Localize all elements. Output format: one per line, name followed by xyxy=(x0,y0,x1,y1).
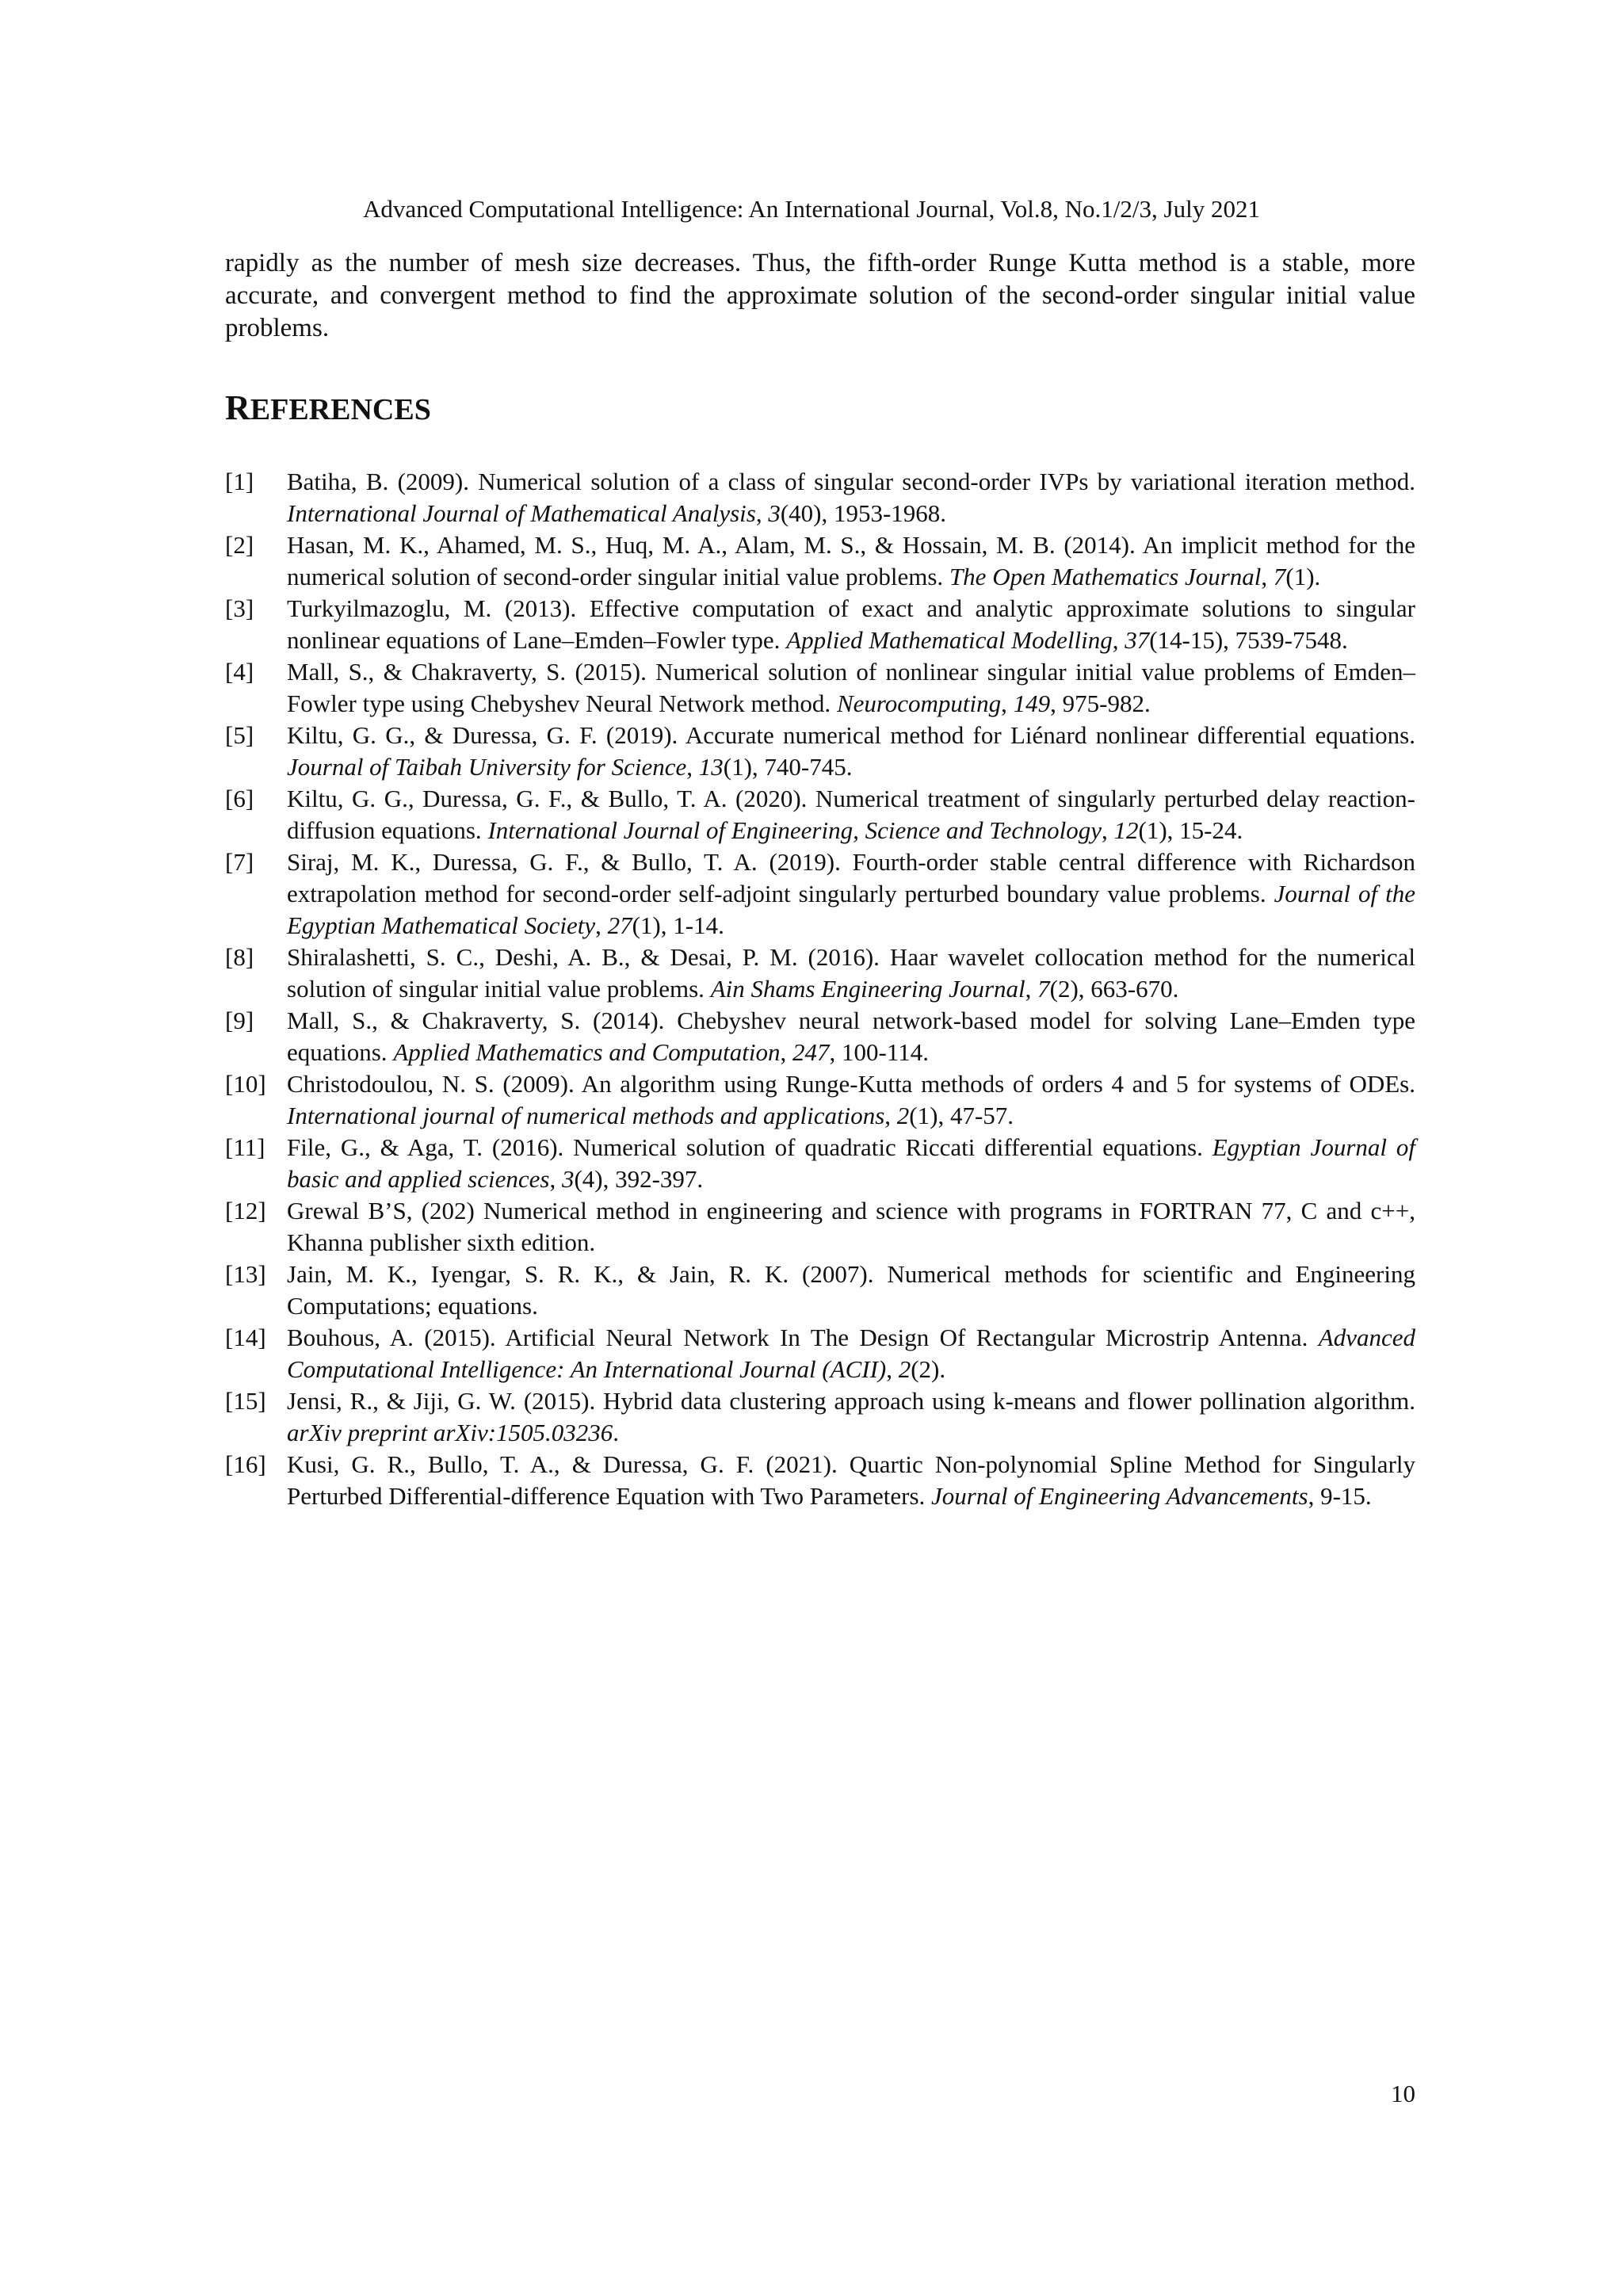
reference-item-1 xyxy=(225,466,1415,529)
reference-list xyxy=(225,466,1415,1512)
reference-item-14 xyxy=(225,1322,1415,1385)
reference-number: [9] xyxy=(225,1007,254,1034)
reference-item-4 xyxy=(225,656,1415,720)
references-heading xyxy=(225,388,431,430)
reference-item-8 xyxy=(225,942,1415,1005)
reference-text: Turkyilmazoglu, M. (2013). Effective computation of exact and analytic approximate solutions to singular nonlinear equations of Lane–Emden–Fowler type. Applied Mathematical Modelling, 37(14-15), 7539-7548. xyxy=(287,594,1415,654)
references-heading-initial: R xyxy=(225,388,250,427)
reference-item-10 xyxy=(225,1068,1415,1132)
reference-item-11 xyxy=(225,1132,1415,1195)
reference-text: Christodoulou, N. S. (2009). An algorithm using Runge-Kutta methods of orders 4 and 5 for systems of ODEs. International journal of numerical methods and applications, 2(1), 47-57. xyxy=(287,1070,1415,1129)
reference-item-9 xyxy=(225,1005,1415,1068)
reference-text: File, G., & Aga, T. (2016). Numerical solution of quadratic Riccati differential equations. Egyptian Journal of basic and applied sciences, 3(4), 392-397. xyxy=(287,1133,1415,1193)
running-header: Advanced Computational Intelligence: An International Journal, Vol.8, No.1/2/3, July 2021 xyxy=(363,195,1260,223)
reference-text: Jensi, R., & Jiji, G. W. (2015). Hybrid data clustering approach using k-means and flower pollination algorithm. arXiv preprint arXiv:1505.03236. xyxy=(287,1387,1415,1446)
reference-number: [14] xyxy=(225,1324,266,1351)
reference-number: [13] xyxy=(225,1260,266,1288)
reference-number: [6] xyxy=(225,785,254,812)
reference-text: Siraj, M. K., Duressa, G. F., & Bullo, T. A. (2019). Fourth-order stable central difference with Richardson extrapolation method for second-order self-adjoint singularly perturbed boundary value problems. Journal of the Egyptian Mathematical Society, 27(1), 1-14. xyxy=(287,848,1415,939)
reference-item-13 xyxy=(225,1259,1415,1322)
reference-text: Hasan, M. K., Ahamed, M. S., Huq, M. A., Alam, M. S., & Hossain, M. B. (2014). An implicit method for the numerical solution of second-order singular initial value problems. The Open Mathematics Journal, 7(1). xyxy=(287,531,1415,590)
reference-text: Mall, S., & Chakraverty, S. (2015). Numerical solution of nonlinear singular initial value problems of Emden–Fowler type using Chebyshev Neural Network method. Neurocomputing, 149, 975-982. xyxy=(287,658,1415,717)
reference-text: Kusi, G. R., Bullo, T. A., & Duressa, G. F. (2021). Quartic Non-polynomial Spline Method for Singularly Perturbed Differential-difference Equation with Two Parameters. Journal of Engineering Advancements, 9-15. xyxy=(287,1450,1415,1510)
reference-number: [7] xyxy=(225,848,254,876)
reference-item-2 xyxy=(225,529,1415,593)
references-heading-rest: EFERENCES xyxy=(250,393,431,426)
reference-number: [12] xyxy=(225,1197,266,1224)
reference-text: Mall, S., & Chakraverty, S. (2014). Chebyshev neural network-based model for solving Lane–Emden type equations. Applied Mathematics and Computation, 247, 100-114. xyxy=(287,1007,1415,1066)
reference-item-12 xyxy=(225,1195,1415,1259)
reference-number: [3] xyxy=(225,594,254,622)
reference-number: [2] xyxy=(225,531,254,559)
reference-number: [16] xyxy=(225,1450,266,1478)
reference-item-16 xyxy=(225,1449,1415,1512)
reference-text: Kiltu, G. G., Duressa, G. F., & Bullo, T. A. (2020). Numerical treatment of singularly perturbed delay reaction-diffusion equations. International Journal of Engineering, Science and Technology, 12(1), 15-24. xyxy=(287,785,1415,844)
reference-text: Kiltu, G. G., & Duressa, G. F. (2019). Accurate numerical method for Liénard nonlinear differential equations. Journal of Taibah University for Science, 13(1), 740-745. xyxy=(287,721,1415,781)
reference-item-15 xyxy=(225,1385,1415,1449)
page-number: 10 xyxy=(1391,2080,1415,2107)
reference-number: [11] xyxy=(225,1133,265,1161)
reference-text: Grewal B’S, (202) Numerical method in engineering and science with programs in FORTRAN 77, C and c++, Khanna publisher sixth edition. xyxy=(287,1197,1415,1256)
reference-number: [15] xyxy=(225,1387,266,1415)
reference-number: [5] xyxy=(225,721,254,749)
reference-item-7 xyxy=(225,846,1415,942)
reference-item-6 xyxy=(225,783,1415,846)
reference-number: [4] xyxy=(225,658,254,686)
reference-text: Shiralashetti, S. C., Deshi, A. B., & Desai, P. M. (2016). Haar wavelet collocation method for the numerical solution of singular initial value problems. Ain Shams Engineering Journal, 7(2), 663-670. xyxy=(287,943,1415,1003)
reference-item-3 xyxy=(225,593,1415,656)
reference-text: Batiha, B. (2009). Numerical solution of a class of singular second-order IVPs by variational iteration method. International Journal of Mathematical Analysis, 3(40), 1953-1968. xyxy=(287,468,1415,527)
reference-text: Jain, M. K., Iyengar, S. R. K., & Jain, R. K. (2007). Numerical methods for scientific and Engineering Computations; equations. xyxy=(287,1260,1415,1320)
reference-number: [1] xyxy=(225,468,254,495)
reference-text: Bouhous, A. (2015). Artificial Neural Network In The Design Of Rectangular Microstrip Antenna. Advanced Computational Intelligence: An International Journal (ACII), 2(2). xyxy=(287,1324,1415,1383)
reference-number: [8] xyxy=(225,943,254,971)
conclusion-paragraph: rapidly as the number of mesh size decreases. Thus, the fifth-order Runge Kutta method is a stable, more accurate, and convergent method to find the approximate solution of the second-order singular initial value problems. xyxy=(225,249,1415,342)
reference-item-5 xyxy=(225,720,1415,783)
reference-number: [10] xyxy=(225,1070,266,1098)
